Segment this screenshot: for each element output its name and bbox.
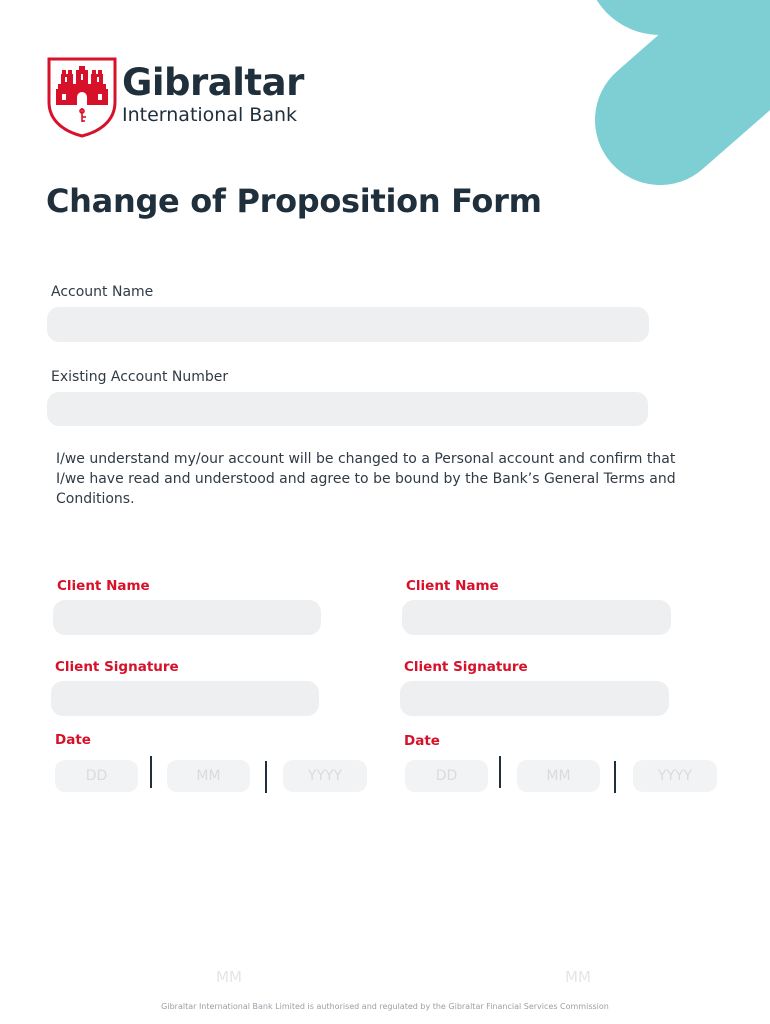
- ghost-month-text: MM: [216, 968, 242, 986]
- brand-name: Gibraltar: [122, 61, 304, 104]
- client-1-date-month[interactable]: MM: [167, 760, 250, 792]
- date-separator: [499, 756, 501, 788]
- client-2-name-label: Client Name: [406, 578, 499, 594]
- client-2-signature-label: Client Signature: [404, 659, 528, 675]
- client-2-date-month[interactable]: MM: [517, 760, 600, 792]
- account-number-label: Existing Account Number: [51, 369, 229, 385]
- client-2-date-label: Date: [404, 733, 440, 749]
- account-name-field[interactable]: [47, 307, 649, 342]
- account-name-label: Account Name: [51, 284, 154, 300]
- date-separator: [265, 761, 267, 793]
- client-1-date-day[interactable]: DD: [55, 760, 138, 792]
- page-title: Change of Proposition Form: [46, 182, 542, 220]
- client-2-date-year[interactable]: YYYY: [633, 760, 717, 792]
- agreement-statement: I/we understand my/our account will be changed to a Personal account and confirm that I/we have read and understood and agree to be bound by the Bank’s General Terms and Conditions.: [56, 451, 676, 507]
- client-2-name-field[interactable]: [402, 600, 671, 635]
- client-1-signature-field[interactable]: [51, 681, 319, 716]
- date-separator: [614, 761, 616, 793]
- client-2-date-day[interactable]: DD: [405, 760, 488, 792]
- client-1-name-label: Client Name: [57, 578, 150, 594]
- castle-logo-icon: [46, 56, 118, 138]
- client-1-date-year[interactable]: YYYY: [283, 760, 367, 792]
- date-separator: [150, 756, 152, 788]
- client-2-signature-field[interactable]: [400, 681, 669, 716]
- client-1-date-label: Date: [55, 732, 91, 748]
- brand-subtitle: International Bank: [122, 104, 298, 126]
- account-number-field[interactable]: [47, 392, 648, 426]
- client-1-name-field[interactable]: [53, 600, 321, 635]
- client-1-signature-label: Client Signature: [55, 659, 179, 675]
- ghost-month-text: MM: [565, 968, 591, 986]
- regulatory-footer: Gibraltar International Bank Limited is authorised and regulated by the Gibraltar Financial Services Commission: [161, 1002, 609, 1011]
